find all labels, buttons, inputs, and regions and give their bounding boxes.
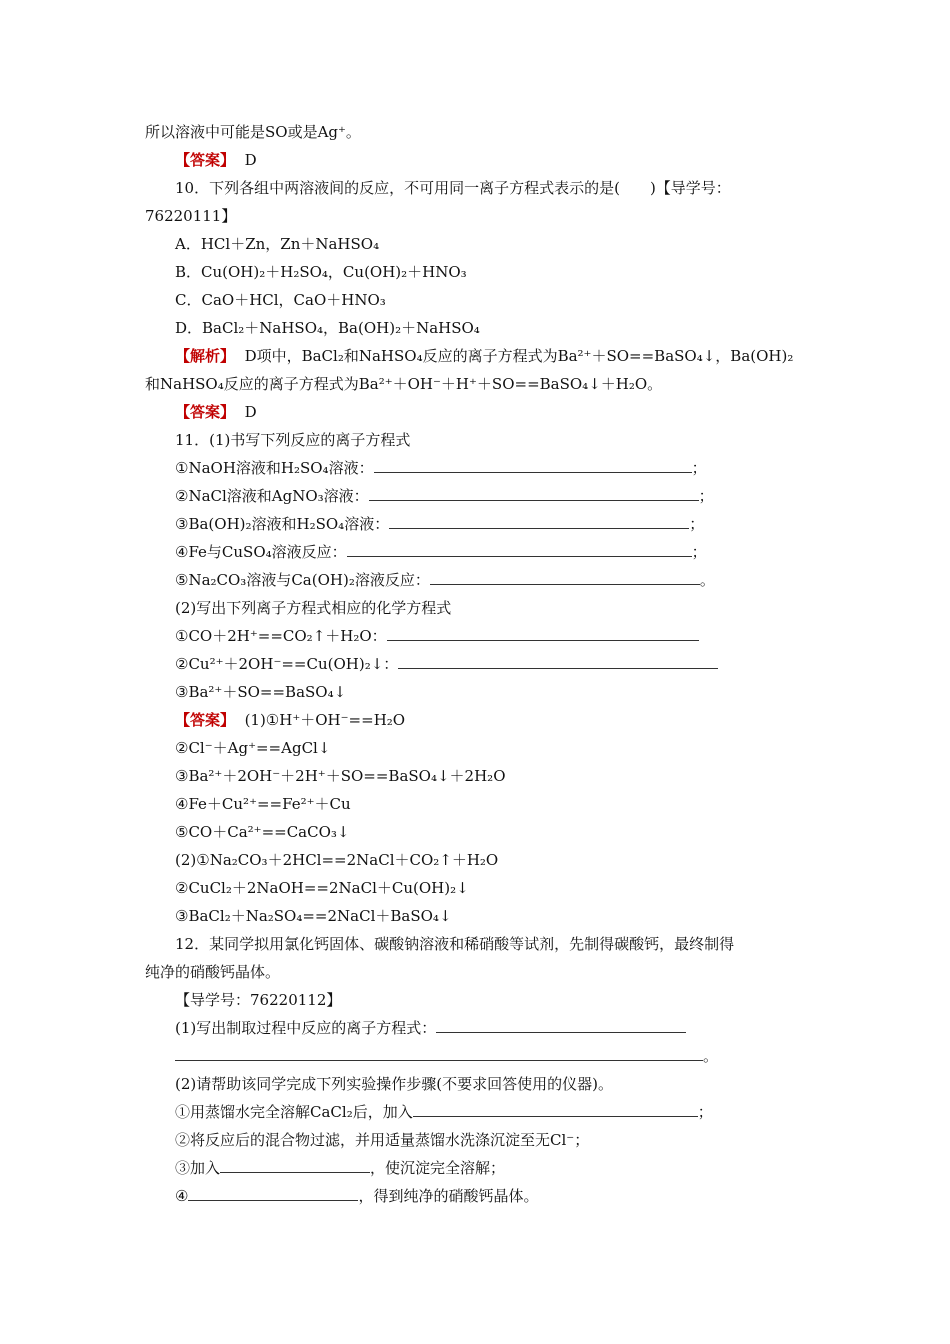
- fill-line-10: ①用蒸馏水完全溶解CaCl₂后，加入 ；: [175, 1103, 713, 1121]
- equation-line: ③Ba²⁺＋SO==BaSO₄↓: [175, 683, 347, 701]
- answer-line: 【答案】 D: [175, 151, 257, 169]
- option-a: A．HCl＋Zn，Zn＋NaHSO₄: [175, 235, 380, 253]
- answer-blank[interactable]: [387, 626, 699, 641]
- answer-blank[interactable]: [436, 1018, 686, 1033]
- fill-line-1: ①NaOH溶液和H₂SO₄溶液： ；: [175, 459, 707, 477]
- answer-blank[interactable]: [389, 514, 689, 529]
- question-12-part-2: (2)请帮助该同学完成下列实验操作步骤(不要求回答使用的仪器)。: [175, 1075, 613, 1093]
- answer-equation: ③Ba²⁺＋2OH⁻＋2H⁺＋SO==BaSO₄↓＋2H₂O: [175, 767, 506, 785]
- question-11-title: 11．(1)书写下列反应的离子方程式: [175, 431, 411, 449]
- answer-label: 【答案】: [175, 403, 236, 421]
- guide-number: 76220111】: [145, 207, 237, 225]
- answer-blank[interactable]: [398, 654, 718, 669]
- answer-equation: (2)①Na₂CO₃＋2HCl==2NaCl＋CO₂↑＋H₂O: [175, 851, 499, 869]
- analysis-line-2: 和NaHSO₄反应的离子方程式为Ba²⁺＋OH⁻＋H⁺＋SO==BaSO₄↓＋H₂O。: [145, 375, 663, 393]
- answer-blank[interactable]: [374, 458, 692, 473]
- option-d: D．BaCl₂＋NaHSO₄，Ba(OH)₂＋NaHSO₄: [175, 319, 480, 337]
- answer-blank[interactable]: [188, 1186, 358, 1201]
- analysis-label: 【解析】: [175, 347, 236, 365]
- option-b: B．Cu(OH)₂＋H₂SO₄，Cu(OH)₂＋HNO₃: [175, 263, 467, 281]
- fill-line-3: ③Ba(OH)₂溶液和H₂SO₄溶液： ；: [175, 515, 705, 533]
- fill-line-6: ①CO＋2H⁺==CO₂↑＋H₂O：: [175, 626, 699, 648]
- fill-line-7: ②Cu²⁺＋2OH⁻==Cu(OH)₂↓：: [175, 654, 718, 676]
- fill-line-12: ④ ，得到纯净的硝酸钙晶体。: [175, 1187, 539, 1205]
- answer-equation: ④Fe＋Cu²⁺==Fe²⁺＋Cu: [175, 795, 351, 813]
- fill-line-5: ⑤Na₂CO₃溶液与Ca(OH)₂溶液反应： 。: [175, 571, 715, 589]
- answer-blank[interactable]: [347, 542, 692, 557]
- answer-equation: ②CuCl₂＋2NaOH==2NaCl＋Cu(OH)₂↓: [175, 879, 469, 897]
- fill-line-4: ④Fe与CuSO₄溶液反应： ；: [175, 543, 707, 561]
- answer-blank[interactable]: [413, 1102, 698, 1117]
- answer-equation: ⑤CO＋Ca²⁺==CaCO₃↓: [175, 823, 350, 841]
- answer-blank[interactable]: [175, 1046, 703, 1061]
- answer-blank[interactable]: [369, 486, 699, 501]
- answer-label: 【答案】: [175, 151, 236, 169]
- answer-equation: ②Cl⁻＋Ag⁺==AgCl↓: [175, 739, 331, 757]
- step-line: ②将反应后的混合物过滤，并用适量蒸馏水洗涤沉淀至无Cl⁻；: [175, 1131, 590, 1149]
- fill-line-2: ②NaCl溶液和AgNO₃溶液： ；: [175, 487, 714, 505]
- question-12-title-2: 纯净的硝酸钙晶体。: [145, 963, 281, 981]
- analysis-line: 【解析】 D项中，BaCl₂和NaHSO₄反应的离子方程式为Ba²⁺＋SO==BaSO₄↓，Ba(OH)₂: [175, 347, 794, 365]
- answer-label: 【答案】: [175, 711, 236, 729]
- question-11-part-2: (2)写出下列离子方程式相应的化学方程式: [175, 599, 452, 617]
- guide-number: 【导学号：76220112】: [175, 991, 342, 1009]
- answer-blank[interactable]: [430, 570, 700, 585]
- answer-blank[interactable]: [220, 1158, 370, 1173]
- question-10-title: 10．下列各组中两溶液间的反应，不可用同一离子方程式表示的是( )【导学号：: [175, 179, 731, 197]
- fill-line-8: (1)写出制取过程中反应的离子方程式：: [175, 1018, 686, 1040]
- answer-line: 【答案】 D: [175, 403, 257, 421]
- option-c: C．CaO＋HCl，CaO＋HNO₃: [175, 291, 386, 309]
- answer-equation: ③BaCl₂＋Na₂SO₄==2NaCl＋BaSO₄↓: [175, 907, 452, 925]
- fill-line-11: ③加入 ，使沉淀完全溶解；: [175, 1159, 506, 1177]
- question-12-title: 12．某同学拟用氯化钙固体、碳酸钠溶液和稀硝酸等试剂，先制得碳酸钙，最终制得: [175, 935, 735, 953]
- fill-line-9: 。: [175, 1046, 718, 1068]
- text-line: 所以溶液中可能是SO或是Ag⁺。: [145, 123, 361, 141]
- answer-line: 【答案】 (1)①H⁺＋OH⁻==H₂O: [175, 711, 406, 729]
